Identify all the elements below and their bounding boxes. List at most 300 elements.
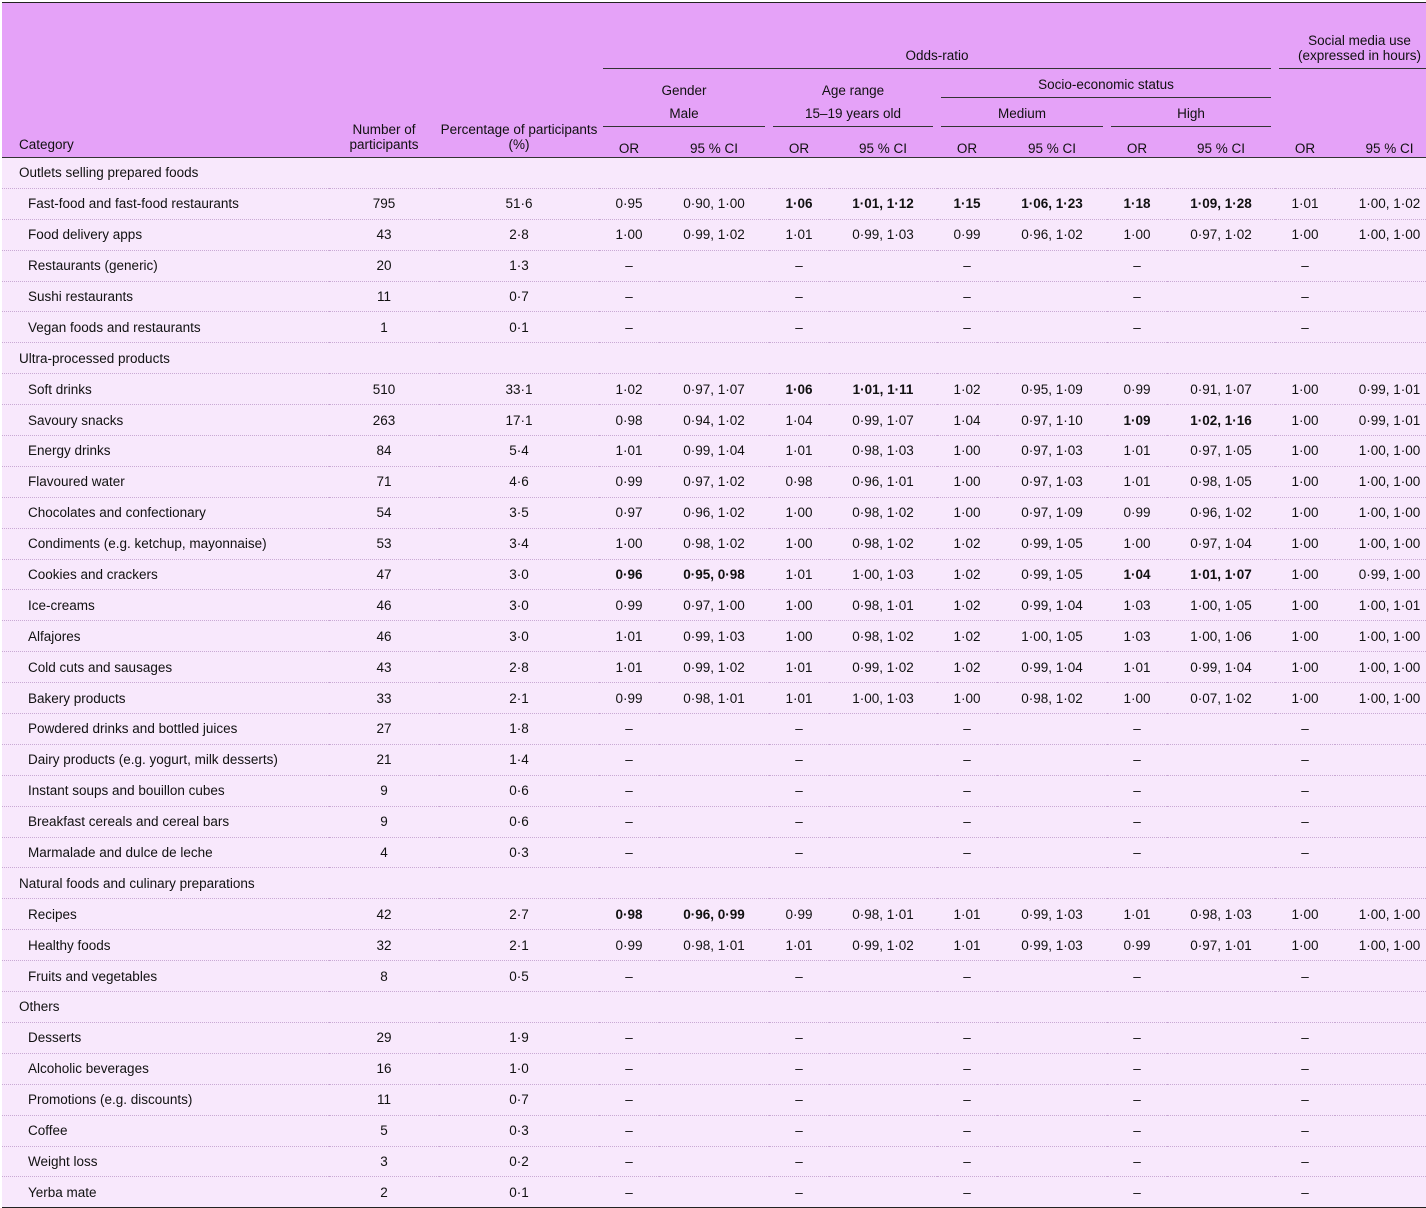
confidence-interval-value <box>1335 1053 1426 1084</box>
confidence-interval-value: 0·99, 1·02 <box>829 652 937 683</box>
odds-ratio-value: – <box>769 1146 829 1177</box>
odds-ratio-value: – <box>1107 744 1167 775</box>
odds-ratio-value: – <box>1275 1084 1335 1115</box>
table-row <box>2 312 1426 343</box>
table-row <box>2 806 1426 837</box>
row-label: Alcoholic beverages <box>2 1053 329 1084</box>
confidence-interval-value <box>1167 559 1275 590</box>
confidence-interval-value <box>997 806 1107 837</box>
confidence-interval-value <box>997 188 1107 219</box>
section-header-row <box>2 992 1426 1023</box>
confidence-interval-value <box>997 961 1107 992</box>
row-label: Soft drinks <box>2 374 329 405</box>
participants-count: 43 <box>329 652 439 683</box>
odds-ratio-value: 0·99 <box>599 683 659 714</box>
section-title: Ultra-processed products <box>2 343 1426 374</box>
row-label: Restaurants (generic) <box>2 250 329 281</box>
odds-ratio-value: 1·01 <box>769 559 829 590</box>
confidence-interval-value: 1·00, 1·00 <box>1335 683 1426 714</box>
table-row <box>2 281 1426 312</box>
odds-ratio-value: 1·02 <box>937 374 997 405</box>
participants-percentage: 3·4 <box>439 528 599 559</box>
significant-value: 0·95, 0·98 <box>683 567 745 583</box>
ses-label: Socio-economic status <box>941 77 1271 98</box>
confidence-interval-value <box>659 806 769 837</box>
row-label: Dairy products (e.g. yogurt, milk desserts) <box>2 744 329 775</box>
significant-value: 1·02, 1·16 <box>1190 412 1252 428</box>
odds-ratio-value: – <box>937 1115 997 1146</box>
confidence-interval-value <box>659 312 769 343</box>
header-or: OR <box>618 141 640 156</box>
social-media-label: Social media use (expressed in hours) <box>1279 33 1426 69</box>
odds-ratio-value: 1·00 <box>769 590 829 621</box>
odds-ratio-value: – <box>1275 806 1335 837</box>
row-label: Chocolates and confectionary <box>2 497 329 528</box>
participants-count: 9 <box>329 775 439 806</box>
participants-count: 9 <box>329 806 439 837</box>
confidence-interval-value <box>659 714 769 745</box>
odds-ratio-value: – <box>937 281 997 312</box>
header-ses <box>937 69 1275 98</box>
confidence-interval-value: 0·99, 1·00 <box>1335 559 1426 590</box>
participants-count: 27 <box>329 714 439 745</box>
confidence-interval-value <box>829 1115 937 1146</box>
confidence-interval-value: 0·98, 1·02 <box>997 683 1107 714</box>
participants-count: 32 <box>329 930 439 961</box>
significant-value: 1·06, 1·23 <box>1021 196 1083 212</box>
odds-ratio-value: – <box>1275 250 1335 281</box>
confidence-interval-value: 0·98, 1·02 <box>659 528 769 559</box>
confidence-interval-value <box>1335 1177 1426 1208</box>
row-label: Fruits and vegetables <box>2 961 329 992</box>
odds-ratio-value: – <box>1107 806 1167 837</box>
participants-count: 11 <box>329 281 439 312</box>
confidence-interval-value <box>1335 281 1426 312</box>
odds-ratio-value: 0·99 <box>599 590 659 621</box>
odds-ratio-label: Odds-ratio <box>603 48 1271 69</box>
participants-percentage: 3·0 <box>439 590 599 621</box>
row-label: Weight loss <box>2 1146 329 1177</box>
row-label: Cold cuts and sausages <box>2 652 329 683</box>
confidence-interval-value <box>1167 1177 1275 1208</box>
odds-ratio-value: 1·01 <box>769 930 829 961</box>
participants-count: 795 <box>329 188 439 219</box>
odds-ratio-value: 1·02 <box>937 590 997 621</box>
confidence-interval-value <box>829 312 937 343</box>
table-row <box>2 899 1426 930</box>
odds-ratio-table <box>2 2 1426 1208</box>
confidence-interval-value: 0·96, 1·02 <box>997 219 1107 250</box>
odds-ratio-value: 1·00 <box>937 683 997 714</box>
confidence-interval-value: 0·97, 1·03 <box>997 436 1107 467</box>
row-label: Alfajores <box>2 621 329 652</box>
odds-ratio-value: – <box>1107 312 1167 343</box>
participants-count: 84 <box>329 436 439 467</box>
participants-percentage: 0·6 <box>439 775 599 806</box>
confidence-interval-value: 0·97, 1·03 <box>997 466 1107 497</box>
confidence-interval-value <box>997 744 1107 775</box>
significant-value: 0·96, 0·99 <box>683 906 745 922</box>
participants-percentage: 0·3 <box>439 837 599 868</box>
confidence-interval-value: 0·99, 1·02 <box>659 652 769 683</box>
odds-ratio-value: – <box>1107 714 1167 745</box>
odds-ratio-value: – <box>769 250 829 281</box>
odds-ratio-value: 1·01 <box>937 930 997 961</box>
odds-ratio-value: 1·01 <box>1107 436 1167 467</box>
confidence-interval-value: 1·00, 1·00 <box>1335 528 1426 559</box>
row-label: Vegan foods and restaurants <box>2 312 329 343</box>
significant-value: 1·04 <box>1123 567 1151 583</box>
participants-percentage: 1·4 <box>439 744 599 775</box>
confidence-interval-value <box>829 374 937 405</box>
odds-ratio-value: – <box>1107 1022 1167 1053</box>
odds-ratio-value: – <box>1275 744 1335 775</box>
header-age-group <box>769 98 937 127</box>
odds-ratio-value: – <box>769 806 829 837</box>
confidence-interval-value: 0·99, 1·02 <box>659 219 769 250</box>
odds-ratio-value: – <box>937 961 997 992</box>
confidence-interval-value: 0·98, 1·03 <box>829 436 937 467</box>
odds-ratio-value: 1·00 <box>1107 219 1167 250</box>
confidence-interval-value: 0·98, 1·01 <box>659 930 769 961</box>
odds-ratio-value: – <box>599 281 659 312</box>
odds-ratio-value: 0·99 <box>1107 930 1167 961</box>
confidence-interval-value: 0·99, 1·03 <box>997 899 1107 930</box>
table-row <box>2 250 1426 281</box>
table-row <box>2 775 1426 806</box>
odds-ratio-value: 1·00 <box>1275 374 1335 405</box>
confidence-interval-value: 0·94, 1·02 <box>659 405 769 436</box>
odds-ratio-value: 0·99 <box>599 466 659 497</box>
odds-ratio-value: 0·99 <box>769 899 829 930</box>
odds-ratio-value: 1·02 <box>599 374 659 405</box>
participants-percentage: 1·3 <box>439 250 599 281</box>
odds-ratio-value: – <box>769 281 829 312</box>
header-or: OR <box>788 141 810 156</box>
participants-percentage: 5·4 <box>439 436 599 467</box>
odds-ratio-value: 1·04 <box>937 405 997 436</box>
confidence-interval-value <box>659 1053 769 1084</box>
confidence-interval-value <box>659 1115 769 1146</box>
header-ci: 95 % CI <box>1365 141 1414 156</box>
participants-percentage: 0·3 <box>439 1115 599 1146</box>
confidence-interval-value <box>997 837 1107 868</box>
table-row <box>2 559 1426 590</box>
odds-ratio-value: – <box>937 250 997 281</box>
header-ci: 95 % CI <box>858 141 908 156</box>
table-row <box>2 744 1426 775</box>
odds-ratio-value: 1·00 <box>937 466 997 497</box>
confidence-interval-value <box>997 1115 1107 1146</box>
odds-ratio-value <box>769 374 829 405</box>
odds-ratio-value: 0·97 <box>599 497 659 528</box>
confidence-interval-value: 1·00, 1·00 <box>1335 930 1426 961</box>
header-or: OR <box>1126 141 1148 156</box>
section-title: Natural foods and culinary preparations <box>2 868 1426 899</box>
participants-percentage: 1·8 <box>439 714 599 745</box>
row-label: Desserts <box>2 1022 329 1053</box>
confidence-interval-value: 0·97, 1·04 <box>1167 528 1275 559</box>
confidence-interval-value <box>829 1022 937 1053</box>
confidence-interval-value <box>829 188 937 219</box>
odds-ratio-value: 0·99 <box>937 219 997 250</box>
odds-ratio-value: – <box>769 312 829 343</box>
participants-percentage: 1·9 <box>439 1022 599 1053</box>
participants-count: 20 <box>329 250 439 281</box>
participants-percentage: 0·7 <box>439 1084 599 1115</box>
confidence-interval-value: 0·99, 1·03 <box>997 930 1107 961</box>
confidence-interval-value <box>997 775 1107 806</box>
odds-ratio-value: – <box>769 1115 829 1146</box>
confidence-interval-value <box>997 281 1107 312</box>
table-row <box>2 1022 1426 1053</box>
participants-count: 46 <box>329 590 439 621</box>
participants-count: 29 <box>329 1022 439 1053</box>
confidence-interval-value <box>997 1146 1107 1177</box>
odds-ratio-value: 1·01 <box>769 219 829 250</box>
significant-value: 1·09 <box>1123 412 1151 428</box>
participants-count: 46 <box>329 621 439 652</box>
odds-ratio-value: 1·01 <box>599 621 659 652</box>
odds-ratio-value <box>1107 188 1167 219</box>
confidence-interval-value <box>1167 775 1275 806</box>
header-age-range: Age range <box>821 83 885 98</box>
confidence-interval-value: 0·98, 1·01 <box>659 683 769 714</box>
table-row <box>2 590 1426 621</box>
odds-ratio-value: – <box>599 837 659 868</box>
odds-ratio-value: – <box>769 744 829 775</box>
odds-ratio-value: 1·01 <box>937 899 997 930</box>
participants-percentage: 17·1 <box>439 405 599 436</box>
row-label: Coffee <box>2 1115 329 1146</box>
odds-ratio-value: 0·98 <box>599 405 659 436</box>
confidence-interval-value <box>997 250 1107 281</box>
participants-count: 3 <box>329 1146 439 1177</box>
confidence-interval-value <box>997 312 1107 343</box>
odds-ratio-value: 1·00 <box>1275 652 1335 683</box>
confidence-interval-value <box>829 837 937 868</box>
odds-ratio-value: 1·00 <box>1275 930 1335 961</box>
odds-ratio-value <box>769 188 829 219</box>
participants-percentage: 2·1 <box>439 683 599 714</box>
header-or: OR <box>956 141 978 156</box>
odds-ratio-value: – <box>1107 250 1167 281</box>
table-row <box>2 436 1426 467</box>
confidence-interval-value: 0·97, 1·09 <box>997 497 1107 528</box>
participants-count: 71 <box>329 466 439 497</box>
results-table-container <box>2 2 1424 1208</box>
odds-ratio-value: 1·00 <box>1107 683 1167 714</box>
table-row <box>2 1053 1426 1084</box>
confidence-interval-value <box>659 775 769 806</box>
confidence-interval-value <box>829 1084 937 1115</box>
odds-ratio-value: – <box>599 1022 659 1053</box>
confidence-interval-value <box>997 1022 1107 1053</box>
odds-ratio-value <box>1107 559 1167 590</box>
participants-count: 510 <box>329 374 439 405</box>
odds-ratio-value: – <box>1275 1177 1335 1208</box>
confidence-interval-value: 1·00, 1·00 <box>1335 466 1426 497</box>
odds-ratio-value: – <box>599 250 659 281</box>
table-row <box>2 961 1426 992</box>
confidence-interval-value <box>1167 405 1275 436</box>
participants-count: 53 <box>329 528 439 559</box>
row-label: Breakfast cereals and cereal bars <box>2 806 329 837</box>
participants-count: 5 <box>329 1115 439 1146</box>
participants-percentage: 0·5 <box>439 961 599 992</box>
header-ci: 95 % CI <box>689 141 739 156</box>
participants-count: 54 <box>329 497 439 528</box>
confidence-interval-value <box>997 1084 1107 1115</box>
participants-percentage: 2·8 <box>439 652 599 683</box>
header-category: Category <box>19 137 74 152</box>
odds-ratio-value: 1·00 <box>937 497 997 528</box>
table-row <box>2 621 1426 652</box>
confidence-interval-value <box>659 559 769 590</box>
confidence-interval-value: 0·98, 1·01 <box>829 590 937 621</box>
confidence-interval-value <box>659 961 769 992</box>
odds-ratio-value <box>1107 405 1167 436</box>
odds-ratio-value: 1·00 <box>1275 436 1335 467</box>
odds-ratio-value: – <box>1275 1115 1335 1146</box>
odds-ratio-value: – <box>937 1084 997 1115</box>
odds-ratio-value: – <box>769 775 829 806</box>
confidence-interval-value: 1·00, 1·00 <box>1335 652 1426 683</box>
odds-ratio-value: – <box>599 961 659 992</box>
odds-ratio-value: – <box>937 714 997 745</box>
confidence-interval-value <box>1167 1115 1275 1146</box>
significant-value: 1·06 <box>785 196 813 212</box>
confidence-interval-value: 0·97, 1·01 <box>1167 930 1275 961</box>
row-label: Ice-creams <box>2 590 329 621</box>
odds-ratio-value: 1·01 <box>599 436 659 467</box>
confidence-interval-value <box>659 1022 769 1053</box>
significant-value: 1·06 <box>785 381 813 397</box>
odds-ratio-value: – <box>1107 837 1167 868</box>
confidence-interval-value: 0·98, 1·05 <box>1167 466 1275 497</box>
odds-ratio-value: – <box>1107 775 1167 806</box>
confidence-interval-value <box>1167 281 1275 312</box>
odds-ratio-value: 0·99 <box>599 930 659 961</box>
confidence-interval-value: 0·99, 1·03 <box>829 219 937 250</box>
participants-count: 21 <box>329 744 439 775</box>
confidence-interval-value: 0·97, 1·02 <box>1167 219 1275 250</box>
confidence-interval-value <box>1167 744 1275 775</box>
participants-percentage: 3·0 <box>439 559 599 590</box>
participants-percentage: 0·6 <box>439 806 599 837</box>
odds-ratio-value: 1·00 <box>769 497 829 528</box>
confidence-interval-value: 0·07, 1·02 <box>1167 683 1275 714</box>
odds-ratio-value: 1·00 <box>1107 528 1167 559</box>
confidence-interval-value <box>1167 837 1275 868</box>
table-row <box>2 528 1426 559</box>
odds-ratio-value: 1·00 <box>769 621 829 652</box>
confidence-interval-value <box>997 1053 1107 1084</box>
odds-ratio-value: 1·00 <box>599 219 659 250</box>
table-body <box>2 158 1426 1208</box>
confidence-interval-value <box>1167 806 1275 837</box>
odds-ratio-value: 1·02 <box>937 621 997 652</box>
confidence-interval-value <box>1335 714 1426 745</box>
confidence-interval-value: 1·00, 1·00 <box>1335 436 1426 467</box>
odds-ratio-value: – <box>1275 775 1335 806</box>
odds-ratio-value: – <box>1275 281 1335 312</box>
confidence-interval-value <box>659 1084 769 1115</box>
confidence-interval-value <box>1335 312 1426 343</box>
significant-value: 1·01, 1·07 <box>1190 567 1252 583</box>
odds-ratio-value: 1·00 <box>599 528 659 559</box>
confidence-interval-value: 0·99, 1·03 <box>659 621 769 652</box>
odds-ratio-value: – <box>599 1115 659 1146</box>
odds-ratio-value: – <box>599 806 659 837</box>
confidence-interval-value <box>1167 1146 1275 1177</box>
odds-ratio-value: 1·00 <box>1275 683 1335 714</box>
confidence-interval-value: 1·00, 1·05 <box>997 621 1107 652</box>
odds-ratio-value: 1·00 <box>1275 559 1335 590</box>
odds-ratio-value: – <box>769 961 829 992</box>
odds-ratio-value: 1·01 <box>1107 899 1167 930</box>
confidence-interval-value: 0·98, 1·01 <box>829 899 937 930</box>
table-row <box>2 497 1426 528</box>
odds-ratio-value: – <box>937 744 997 775</box>
odds-ratio-value: – <box>1275 837 1335 868</box>
participants-count: 263 <box>329 405 439 436</box>
confidence-interval-value <box>1335 744 1426 775</box>
odds-ratio-value: – <box>1107 1146 1167 1177</box>
row-label: Bakery products <box>2 683 329 714</box>
header-percentage-participants: Percentage of participants (%) <box>440 122 598 152</box>
participants-percentage: 3·5 <box>439 497 599 528</box>
confidence-interval-value <box>659 899 769 930</box>
confidence-interval-value: 1·00, 1·03 <box>829 683 937 714</box>
table-row <box>2 1084 1426 1115</box>
odds-ratio-value: – <box>769 1022 829 1053</box>
confidence-interval-value <box>829 806 937 837</box>
row-label: Energy drinks <box>2 436 329 467</box>
header-male <box>599 98 769 127</box>
significant-value: 1·18 <box>1123 196 1151 212</box>
participants-count: 43 <box>329 219 439 250</box>
confidence-interval-value <box>1167 188 1275 219</box>
confidence-interval-value <box>1167 714 1275 745</box>
odds-ratio-value: – <box>769 837 829 868</box>
header-social-media <box>1275 3 1426 69</box>
confidence-interval-value: 1·00, 1·02 <box>1335 188 1426 219</box>
odds-ratio-value: – <box>937 806 997 837</box>
table-row <box>2 837 1426 868</box>
confidence-interval-value: 1·00, 1·00 <box>1335 899 1426 930</box>
odds-ratio-value: 0·98 <box>769 466 829 497</box>
confidence-interval-value <box>1335 837 1426 868</box>
participants-count: 16 <box>329 1053 439 1084</box>
confidence-interval-value: 0·99, 1·07 <box>829 405 937 436</box>
participants-percentage: 1·0 <box>439 1053 599 1084</box>
odds-ratio-value: – <box>1275 961 1335 992</box>
confidence-interval-value: 0·96, 1·02 <box>659 497 769 528</box>
section-title: Others <box>2 992 1426 1023</box>
odds-ratio-value: – <box>1275 1146 1335 1177</box>
odds-ratio-value: – <box>599 775 659 806</box>
confidence-interval-value: 1·00, 1·00 <box>1335 497 1426 528</box>
odds-ratio-value: 1·01 <box>599 652 659 683</box>
odds-ratio-value: – <box>937 837 997 868</box>
confidence-interval-value: 0·97, 1·02 <box>659 466 769 497</box>
confidence-interval-value <box>829 250 937 281</box>
participants-percentage: 2·1 <box>439 930 599 961</box>
confidence-interval-value: 1·00, 1·05 <box>1167 590 1275 621</box>
confidence-interval-value <box>1167 1084 1275 1115</box>
row-label: Sushi restaurants <box>2 281 329 312</box>
